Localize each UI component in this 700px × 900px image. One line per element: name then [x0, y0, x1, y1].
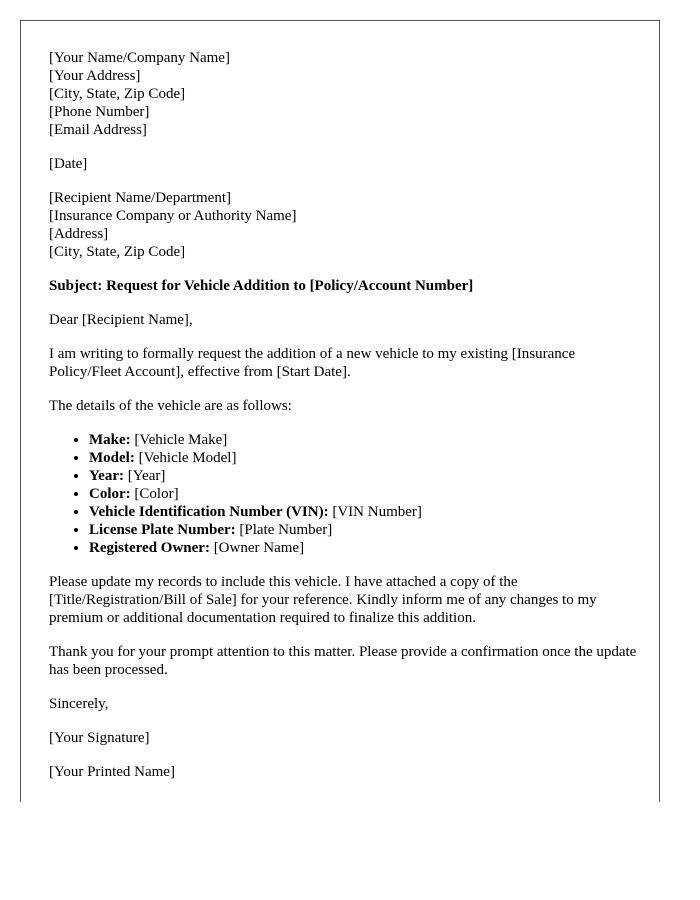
printed-name: [Your Printed Name] — [49, 764, 175, 780]
detail-label: Color: — [89, 486, 131, 502]
sender-block — [49, 49, 639, 139]
list-item — [89, 521, 639, 539]
recipient-address: [Address] — [49, 226, 109, 242]
list-item — [89, 467, 639, 485]
closing: Sincerely, — [49, 696, 109, 712]
sender-name: [Your Name/Company Name] — [49, 50, 230, 66]
sender-address: [Your Address] — [49, 68, 141, 84]
detail-value: [Plate Number] — [235, 522, 333, 538]
intro-paragraph: I am writing to formally request the addition of a new vehicle to my existing [Insurance Policy/Fleet Account], effective from [Start Date]. — [49, 346, 576, 380]
vehicle-details-list — [49, 431, 639, 557]
sender-city-state-zip: [City, State, Zip Code] — [49, 86, 186, 102]
detail-value: [Vehicle Make] — [130, 432, 228, 448]
recipient-name: [Recipient Name/Department] — [49, 190, 232, 206]
sender-email: [Email Address] — [49, 122, 147, 138]
details-intro: The details of the vehicle are as follows: — [49, 398, 292, 414]
detail-value: [Color] — [130, 486, 179, 502]
detail-label: Model: — [89, 450, 135, 466]
list-item — [89, 431, 639, 449]
letter-content — [49, 49, 639, 797]
detail-value: [Year] — [123, 468, 166, 484]
update-paragraph: Please update my records to include this vehicle. I have attached a copy of the [Title/Registration/Bill of Sale] for your reference. Kindly inform me of any changes to my premium or additional documentation required to finalize this addition. — [49, 574, 597, 626]
detail-label: Year: — [89, 468, 124, 484]
detail-value: [Vehicle Model] — [134, 450, 237, 466]
recipient-company: [Insurance Company or Authority Name] — [49, 208, 297, 224]
letter-date: [Date] — [49, 156, 88, 172]
subject-line: Subject: Request for Vehicle Addition to [Policy/Account Number] — [49, 278, 474, 294]
list-item — [89, 503, 639, 521]
date-block — [49, 155, 639, 173]
detail-label: License Plate Number: — [89, 522, 236, 538]
list-item — [89, 449, 639, 467]
sender-phone: [Phone Number] — [49, 104, 150, 120]
detail-label: Make: — [89, 432, 131, 448]
detail-value: [Owner Name] — [209, 540, 305, 556]
letter-page — [20, 20, 660, 802]
thanks-paragraph: Thank you for your prompt attention to this matter. Please provide a confirmation once the update has been processed. — [49, 644, 637, 678]
detail-value: [VIN Number] — [328, 504, 422, 520]
detail-label: Vehicle Identification Number (VIN): — [89, 504, 329, 520]
recipient-city-state-zip: [City, State, Zip Code] — [49, 244, 186, 260]
detail-label: Registered Owner: — [89, 540, 210, 556]
list-item — [89, 485, 639, 503]
list-item — [89, 539, 639, 557]
salutation: Dear [Recipient Name], — [49, 312, 193, 328]
signature: [Your Signature] — [49, 730, 150, 746]
recipient-block — [49, 189, 639, 261]
